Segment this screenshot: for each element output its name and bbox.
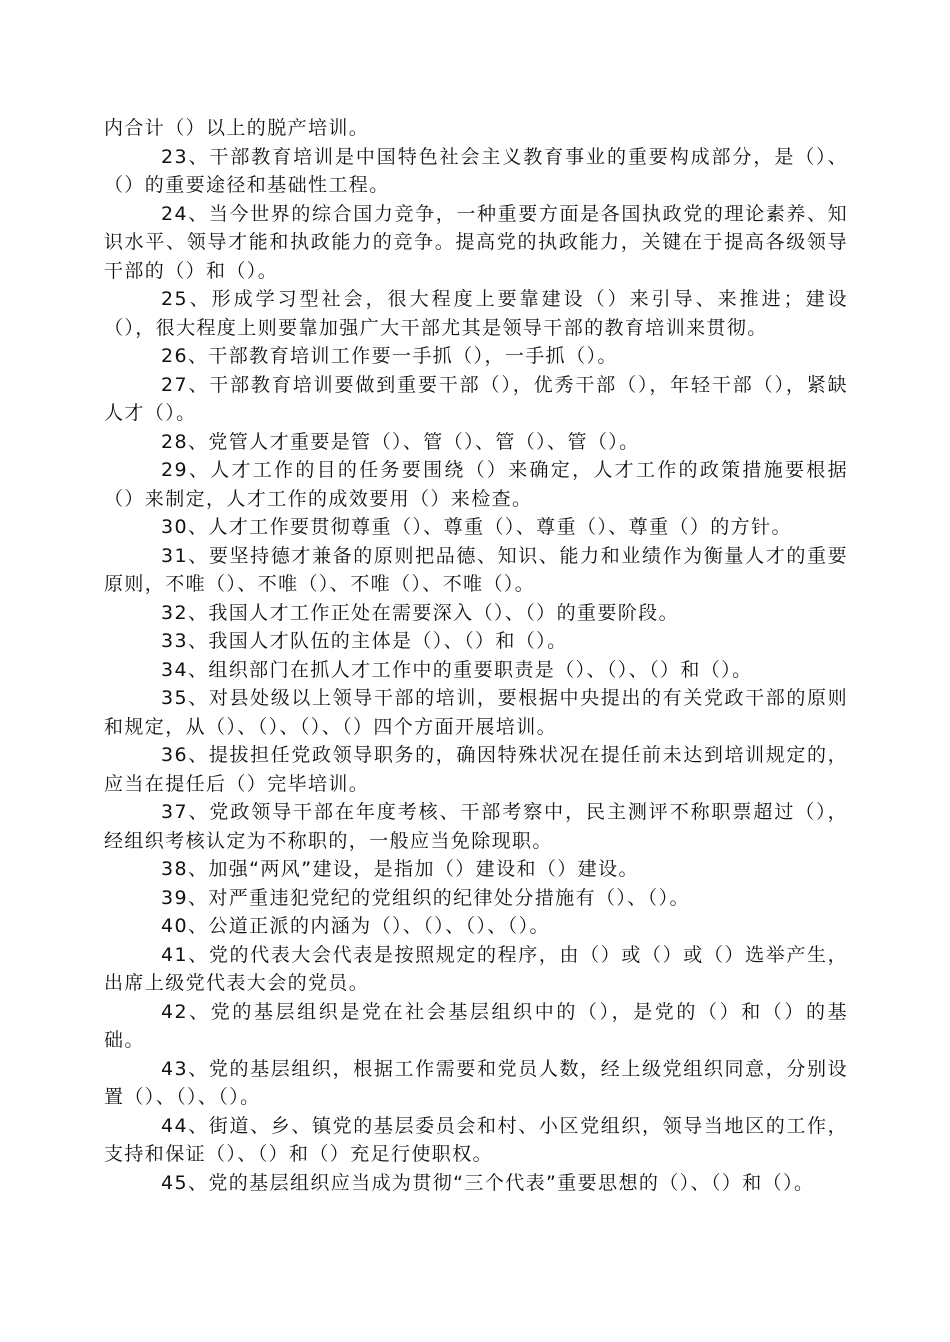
paragraph-continuation: 内合计（）以上的脱产培训。: [104, 117, 370, 139]
question-36: 36、提拔担任党政领导职务的，确因特殊状况在提任前未达到培训规定的，应当在提任后（）完毕培训。: [104, 744, 848, 795]
question-34: 34、组织部门在抓人才工作中的重要职责是（）、（）、（）和（）。: [161, 658, 753, 681]
question-31: 31、要坚持德才兼备的原则把品德、知识、能力和业绩作为衡量人才的重要原则，不唯（）、不唯（）、不唯（）、不唯（）。: [104, 544, 848, 595]
question-38: 38、加强“两风”建设，是指加（）建设和（）建设。: [161, 858, 639, 880]
question-26: 26、干部教育培训工作要一手抓（），一手抓（）。: [161, 345, 618, 367]
question-25: 25、形成学习型社会，很大程度上要靠建设（）来引导、来推进；建设（），很大程度上则要靠加强广大干部尤其是领导干部的教育培训来贯彻。: [104, 288, 848, 339]
question-23: 23、干部教育培训是中国特色社会主义教育事业的重要构成部分，是（）、（）的重要途径和基础性工程。: [104, 145, 848, 196]
document-body: [104, 114, 848, 1197]
question-41: 41、党的代表大会代表是按照规定的程序，由（）或（）或（）选举产生，出席上级党代表大会的党员。: [104, 943, 848, 994]
question-37: 37、党政领导干部在年度考核、干部考察中，民主测评不称职票超过（），经组织考核认定为不称职的，一般应当免除现职。: [104, 801, 848, 852]
question-40: 40、公道正派的内涵为（）、（）、（）、（）。: [161, 915, 550, 937]
question-35: 35、对县处级以上领导干部的培训，要根据中央提出的有关党政干部的原则和规定，从（）、（）、（）、（）四个方面开展培训。: [104, 687, 848, 738]
question-30: 30、人才工作要贯彻尊重（）、尊重（）、尊重（）、尊重（）的方针。: [161, 516, 792, 538]
question-32: 32、我国人才工作正处在需要深入（）、（）的重要阶段。: [161, 601, 679, 624]
question-43: 43、党的基层组织，根据工作需要和党员人数，经上级党组织同意，分别设置（）、（）、（）。: [104, 1057, 848, 1108]
question-42: 42、党的基层组织是党在社会基层组织中的（），是党的（）和（）的基础。: [104, 1000, 848, 1051]
question-39: 39、对严重违犯党纪的党组织的纪律处分措施有（）、（）。: [161, 886, 690, 909]
question-27: 27、干部教育培训要做到重要干部（），优秀干部（），年轻干部（），紧缺人才（）。: [104, 373, 848, 424]
question-33: 33、我国人才队伍的主体是（）、（）和（）。: [161, 630, 568, 652]
question-28: 28、党管人才重要是管（）、管（）、管（）、管（）。: [161, 430, 640, 453]
question-44: 44、街道、乡、镇党的基层委员会和村、小区党组织，领导当地区的工作，支持和保证（）、（）和（）充足行使职权。: [104, 1114, 848, 1165]
question-45: 45、党的基层组织应当成为贯彻“三个代表”重要思想的（）、（）和（）。: [161, 1171, 815, 1194]
question-24: 24、当今世界的综合国力竞争，一种重要方面是各国执政党的理论素养、知识水平、领导才能和执政能力的竞争。提高党的执政能力，关键在于提高各级领导干部的（）和（）。: [104, 202, 848, 282]
question-29: 29、人才工作的目的任务要围绕（）来确定，人才工作的政策措施要根据（）来制定，人才工作的成效要用（）来检查。: [104, 459, 848, 510]
